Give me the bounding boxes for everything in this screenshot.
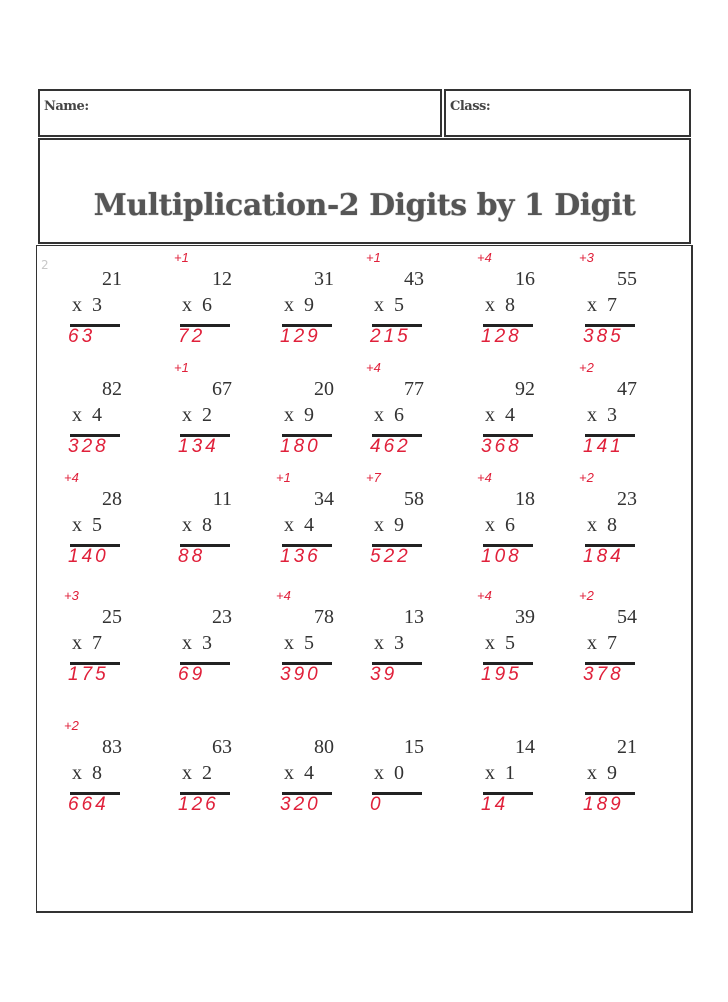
problem: [64, 588, 130, 685]
class-field[interactable]: [444, 89, 691, 137]
multiplier: x 3: [587, 404, 617, 426]
problem: [579, 360, 645, 457]
answer-field[interactable]: 522: [370, 546, 411, 567]
multiplicand: 11: [212, 488, 232, 510]
multiplicand: 63: [212, 736, 232, 758]
answer-field[interactable]: 128: [481, 326, 522, 347]
problem: [481, 722, 543, 815]
problem: [477, 588, 543, 685]
multiplier: x 5: [284, 632, 314, 654]
answer-field[interactable]: 136: [280, 546, 321, 567]
multiplier: x 2: [182, 762, 212, 784]
answer-field[interactable]: 215: [370, 326, 411, 347]
carry-note: +2: [579, 360, 594, 375]
multiplier: x 3: [72, 294, 102, 316]
answer-field[interactable]: 390: [280, 664, 321, 685]
multiplicand: 12: [212, 268, 232, 290]
problem: [276, 470, 342, 567]
answer-field[interactable]: 63: [68, 326, 96, 347]
carry-note: +4: [366, 360, 381, 375]
multiplier: x 7: [587, 632, 617, 654]
problem: [64, 470, 130, 567]
answer-field[interactable]: 320: [280, 794, 321, 815]
carry-note: +1: [174, 360, 189, 375]
multiplicand: 80: [314, 736, 334, 758]
multiplicand: 31: [314, 268, 334, 290]
multiplier: x 6: [485, 514, 515, 536]
problem: [370, 722, 432, 815]
multiplicand: 82: [102, 378, 122, 400]
problem: [178, 722, 240, 815]
multiplier: x 3: [374, 632, 404, 654]
multiplicand: 43: [404, 268, 424, 290]
multiplicand: 15: [404, 736, 424, 758]
problem: [366, 360, 432, 457]
carry-note: +4: [64, 470, 79, 485]
answer-field[interactable]: 134: [178, 436, 219, 457]
answer-field[interactable]: 39: [370, 664, 398, 685]
multiplicand: 14: [515, 736, 535, 758]
multiplicand: 54: [617, 606, 637, 628]
problem: [280, 364, 342, 457]
multiplier: x 7: [72, 632, 102, 654]
multiplier: x 8: [485, 294, 515, 316]
multiplier: x 4: [284, 762, 314, 784]
carry-note: +4: [477, 250, 492, 265]
problem: [178, 592, 240, 685]
multiplier: x 3: [182, 632, 212, 654]
answer-field[interactable]: 378: [583, 664, 624, 685]
title-banner: [38, 138, 691, 244]
multiplier: x 9: [374, 514, 404, 536]
answer-field[interactable]: 140: [68, 546, 109, 567]
multiplicand: 58: [404, 488, 424, 510]
multiplicand: 67: [212, 378, 232, 400]
answer-field[interactable]: 72: [178, 326, 206, 347]
carry-note: +3: [579, 250, 594, 265]
multiplier: x 8: [72, 762, 102, 784]
multiplier: x 5: [72, 514, 102, 536]
answer-field[interactable]: 129: [280, 326, 321, 347]
answer-field[interactable]: 14: [481, 794, 509, 815]
multiplicand: 28: [102, 488, 122, 510]
carry-note: +2: [579, 588, 594, 603]
answer-field[interactable]: 0: [370, 794, 384, 815]
carry-note: +1: [174, 250, 189, 265]
answer-field[interactable]: 368: [481, 436, 522, 457]
problem: [579, 588, 645, 685]
multiplicand: 83: [102, 736, 122, 758]
multiplier: x 6: [374, 404, 404, 426]
name-field[interactable]: [38, 89, 442, 137]
answer-field[interactable]: 189: [583, 794, 624, 815]
answer-field[interactable]: 664: [68, 794, 109, 815]
multiplicand: 20: [314, 378, 334, 400]
multiplicand: 18: [515, 488, 535, 510]
problem: [583, 722, 645, 815]
carry-note: +7: [366, 470, 381, 485]
answer-field[interactable]: 108: [481, 546, 522, 567]
answer-field[interactable]: 180: [280, 436, 321, 457]
problem: [477, 470, 543, 567]
problem: [280, 254, 342, 347]
multiplier: x 8: [182, 514, 212, 536]
worksheet-title: Multiplication-2 Digits by 1 Digit: [93, 188, 636, 223]
problem: [481, 364, 543, 457]
multiplicand: 78: [314, 606, 334, 628]
problem: [174, 250, 240, 347]
multiplicand: 47: [617, 378, 637, 400]
problem: [579, 470, 645, 567]
problem: [366, 250, 432, 347]
multiplicand: 25: [102, 606, 122, 628]
answer-field[interactable]: 184: [583, 546, 624, 567]
multiplicand: 55: [617, 268, 637, 290]
multiplier: x 7: [587, 294, 617, 316]
multiplicand: 23: [212, 606, 232, 628]
multiplier: x 5: [374, 294, 404, 316]
problem: [366, 470, 432, 567]
carry-note: +3: [64, 588, 79, 603]
answer-field[interactable]: 385: [583, 326, 624, 347]
problem: [477, 250, 543, 347]
multiplier: x 0: [374, 762, 404, 784]
problem: [68, 364, 130, 457]
multiplicand: 77: [404, 378, 424, 400]
carry-note: +4: [477, 470, 492, 485]
answer-field[interactable]: 69: [178, 664, 206, 685]
multiplier: x 2: [182, 404, 212, 426]
multiplier: x 8: [587, 514, 617, 536]
multiplier: x 9: [587, 762, 617, 784]
multiplier: x 4: [485, 404, 515, 426]
problem: [68, 254, 130, 347]
answer-field[interactable]: 195: [481, 664, 522, 685]
multiplier: x 9: [284, 294, 314, 316]
multiplier: x 5: [485, 632, 515, 654]
multiplicand: 34: [314, 488, 334, 510]
multiplicand: 13: [404, 606, 424, 628]
problem: [174, 360, 240, 457]
answer-field[interactable]: 328: [68, 436, 109, 457]
answer-field[interactable]: 175: [68, 664, 109, 685]
carry-note: +2: [579, 470, 594, 485]
multiplicand: 39: [515, 606, 535, 628]
carry-note: +4: [276, 588, 291, 603]
multiplicand: 21: [102, 268, 122, 290]
multiplier: x 9: [284, 404, 314, 426]
answer-field[interactable]: 126: [178, 794, 219, 815]
answer-field[interactable]: 141: [583, 436, 624, 457]
carry-note: +2: [64, 718, 79, 733]
answer-field[interactable]: 462: [370, 436, 411, 457]
multiplier: x 4: [284, 514, 314, 536]
name-label: Name:: [44, 99, 89, 114]
multiplicand: 23: [617, 488, 637, 510]
multiplicand: 21: [617, 736, 637, 758]
problem: [280, 722, 342, 815]
problem: [64, 718, 130, 815]
problem: [579, 250, 645, 347]
multiplicand: 16: [515, 268, 535, 290]
multiplier: x 6: [182, 294, 212, 316]
multiplier: x 1: [485, 762, 515, 784]
problem: [370, 592, 432, 685]
class-label: Class:: [450, 99, 491, 114]
multiplicand: 92: [515, 378, 535, 400]
multiplier: x 4: [72, 404, 102, 426]
page-mark: 2: [41, 258, 49, 272]
carry-note: +1: [366, 250, 381, 265]
carry-note: +1: [276, 470, 291, 485]
problem: [276, 588, 342, 685]
answer-field[interactable]: 88: [178, 546, 206, 567]
problem: [178, 474, 240, 567]
carry-note: +4: [477, 588, 492, 603]
